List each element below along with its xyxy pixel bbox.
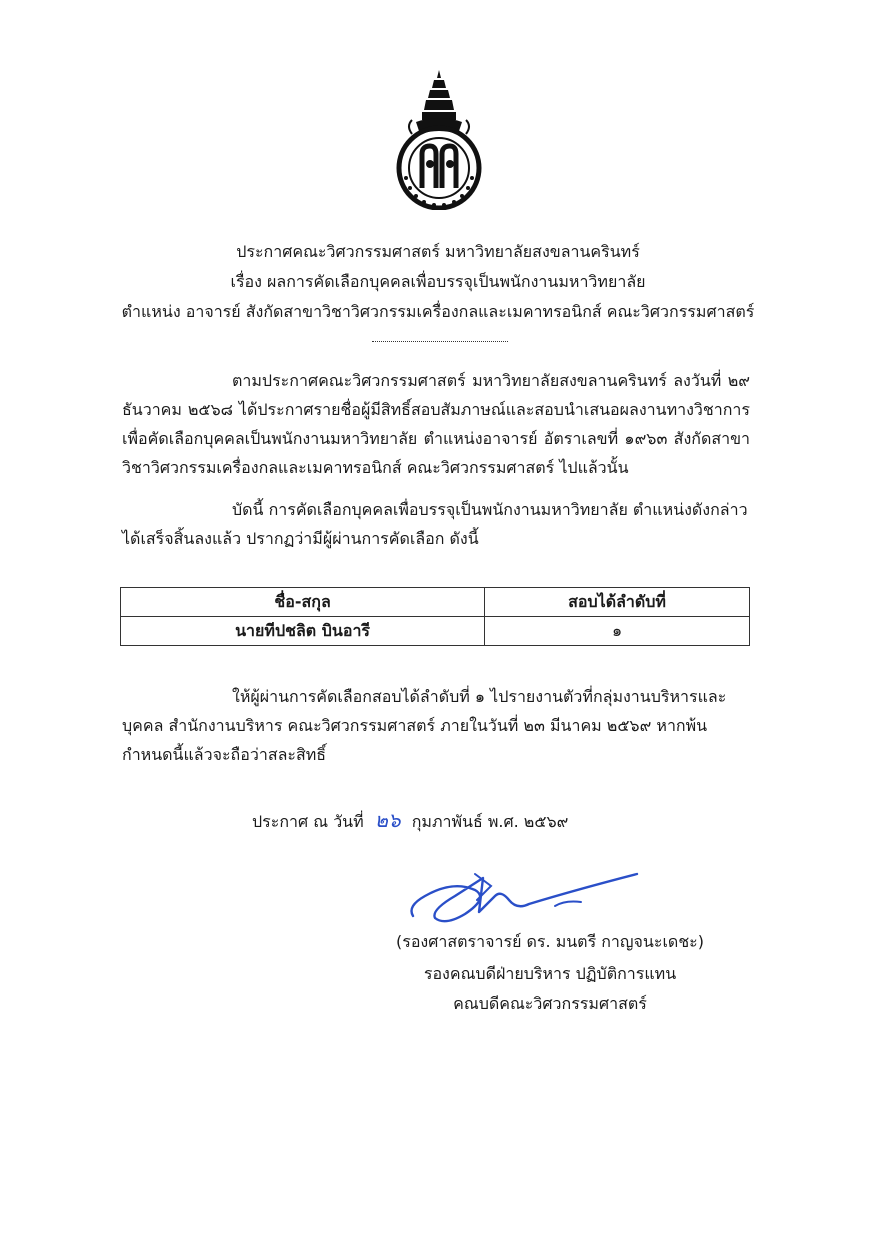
date-prefix: ประกาศ ณ วันที่	[252, 812, 364, 831]
dotted-separator	[372, 341, 508, 342]
date-suffix: กุมภาพันธ์ พ.ศ. ๒๕๖๙	[411, 812, 569, 831]
signatory-name: (รองศาสตราจารย์ ดร. มนตรี กาญจนะเดชะ)	[395, 932, 705, 951]
signature-image	[405, 866, 645, 932]
announcement-position: ตำแหน่ง อาจารย์ สังกัดสาขาวิชาวิศวกรรมเครื่องกลและเมคาทรอนิกส์ คณะวิศวกรรมศาสตร์	[121, 302, 755, 321]
date-day-handwritten: ๒๖	[374, 808, 401, 832]
announcement-date	[252, 804, 568, 836]
cell-name: นายทีปชลิต บินอารี	[121, 617, 485, 646]
signatory-position-1: รองคณบดีฝ่ายบริหาร ปฏิบัติการแทน	[423, 964, 677, 983]
cell-rank: ๑	[485, 617, 750, 646]
announcement-title: ประกาศคณะวิศวกรรมศาสตร์ มหาวิทยาลัยสงขลานครินทร์	[236, 242, 640, 261]
table-header-row	[121, 588, 750, 617]
result-table	[120, 587, 750, 646]
table-row	[121, 617, 750, 646]
paragraph-background-text: ตามประกาศคณะวิศวกรรมศาสตร์ มหาวิทยาลัยสงขลานครินทร์ ลงวันที่ ๒๙ ธันวาคม ๒๕๖๘ ได้ประกาศรายชื่อผู้มีสิทธิ์สอบสัมภาษณ์และสอบนำเสนอผลงานทางวิชาการเพื่อคัดเลือกบุคคลเป็นพนักงานมหาวิทยาลัย ตำแหน่งอาจารย์ อัตราเลขที่ ๑๙๖๓ สังกัดสาขาวิชาวิศวกรรมเครื่องกลและเมคาทรอนิกส์ คณะวิศวกรรมศาสตร์ ไปแล้วนั้น	[122, 371, 750, 477]
paragraph-report	[122, 682, 750, 769]
announcement-subject: เรื่อง ผลการคัดเลือกบุคคลเพื่อบรรจุเป็นพนักงานมหาวิทยาลัย	[230, 272, 646, 291]
paragraph-background	[122, 366, 750, 482]
university-emblem-logo	[386, 68, 492, 210]
paragraph-report-text: ให้ผู้ผ่านการคัดเลือกสอบได้ลำดับที่ ๑ ไปรายงานตัวที่กลุ่มงานบริหารและบุคคล สำนักงานบริหาร คณะวิศวกรรมศาสตร์ ภายในวันที่ ๒๓ มีนาคม ๒๕๖๙ หากพ้นกำหนดนี้แล้วจะถือว่าสละสิทธิ์	[122, 687, 727, 764]
paragraph-result	[122, 495, 750, 553]
paragraph-result-text: บัดนี้ การคัดเลือกบุคคลเพื่อบรรจุเป็นพนักงานมหาวิทยาลัย ตำแหน่งดังกล่าวได้เสร็จสิ้นลงแล้ว ปรากฏว่ามีผู้ผ่านการคัดเลือก ดังนี้	[122, 500, 748, 548]
signatory-position-2: คณบดีคณะวิศวกรรมศาสตร์	[453, 994, 647, 1013]
header-name: ชื่อ-สกุล	[121, 588, 485, 617]
header-rank: สอบได้ลำดับที่	[485, 588, 750, 617]
